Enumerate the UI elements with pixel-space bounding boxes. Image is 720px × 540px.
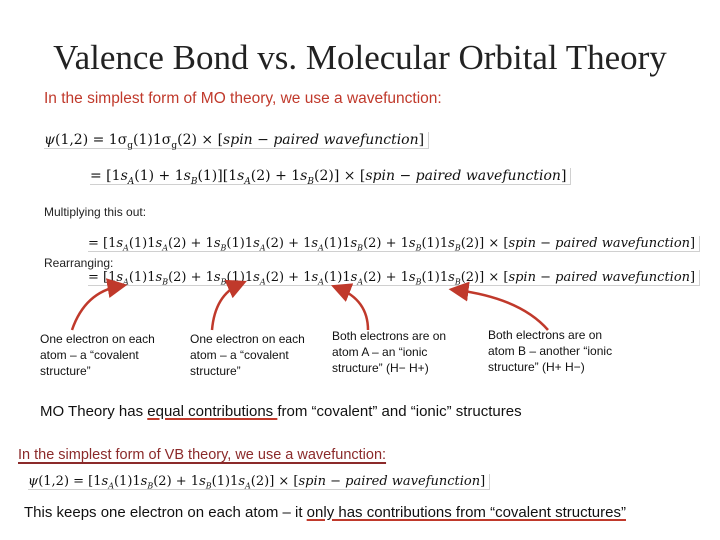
arrow-2 (212, 284, 240, 330)
annotation-ionic-a: Both electrons are on atom A – an “ionic structure” (H− H+) (332, 329, 447, 375)
equation-mo-3: = $[1s_A(1)1s_A(2) + 1s_B(1)1s_A(2) + 1s_A(1)1s_B(2) + 1s_B(1)1s_B(2)]$ × [spin − paired wavefunction] (88, 236, 700, 253)
mo-conclusion-post: from “covalent” and “ionic” structures (277, 403, 522, 420)
equation-mo-1: $\psi(1,2) = 1\sigma_g(1)1\sigma_g(2)$ × [spin − paired wavefunction] (44, 132, 429, 151)
mo-conclusion-emph: equal contributions (147, 403, 278, 420)
arrow-1 (72, 286, 120, 330)
mo-heading: In the simplest form of MO theory, we use a wavefunction: (44, 90, 442, 107)
multiplying-label: Multiplying this out: (44, 205, 147, 219)
annotation-ionic-b: Both electrons are on atom B – another “ionic structure” (H+ H−) (488, 328, 613, 374)
arrow-4 (456, 290, 548, 330)
bottom-conclusion (24, 504, 626, 521)
vb-heading: In the simplest form of VB theory, we use a wavefunction: (18, 447, 387, 463)
arrow-3 (338, 288, 368, 330)
mo-conclusion (40, 403, 522, 420)
bottom-conclusion-pre: This keeps one electron on each atom – it (24, 504, 307, 521)
equation-vb: $\psi(1,2) = [1s_A(1)1s_B(2) + 1s_B(1)1s_A(2)]$ × [spin − paired wavefunction] (28, 474, 490, 491)
mo-conclusion-pre: MO Theory has (40, 403, 148, 420)
equation-mo-4: = $[1s_A(1)1s_B(2) + 1s_B(1)1s_A(2) + 1s_A(1)1s_A(2) + 1s_B(1)1s_B(2)]$ × [spin − paired wavefunction] (88, 270, 700, 287)
annotation-covalent-2: One electron on each atom – a “covalent structure” (190, 332, 305, 378)
slide-title: Valence Bond vs. Molecular Orbital Theory (53, 38, 667, 77)
rearranging-label: Rearranging: (44, 256, 114, 270)
equation-mo-2: = $[1s_A(1) + 1s_B(1)][1s_A(2) + 1s_B(2)]$ × [spin − paired wavefunction] (90, 168, 571, 187)
bottom-conclusion-emph: only has contributions from “covalent structures” (306, 504, 626, 521)
annotation-covalent-1: One electron on each atom – a “covalent structure” (40, 332, 155, 378)
